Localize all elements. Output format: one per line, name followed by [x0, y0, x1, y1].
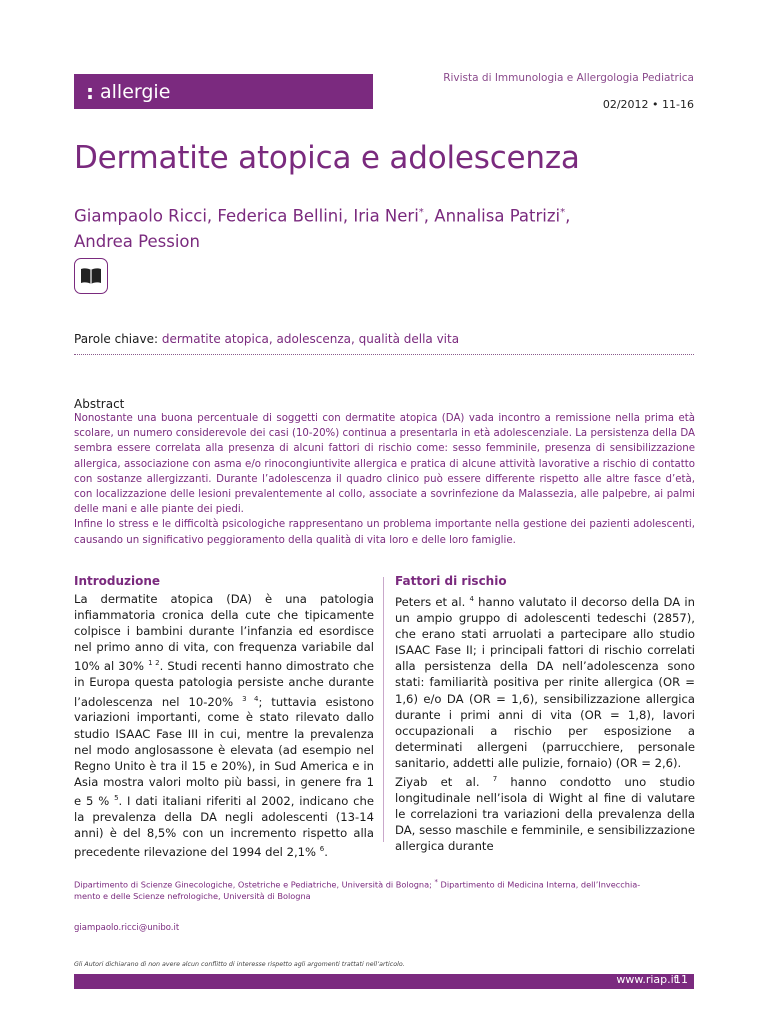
- abstract-body: [74, 411, 695, 548]
- section-label-bar: [74, 74, 373, 109]
- dotted-divider: [74, 354, 694, 355]
- journal-name: Rivista di Immunologia e Allergologia Pediatrica: [443, 72, 694, 84]
- corresponding-email[interactable]: giampaolo.ricci@unibo.it: [74, 923, 180, 933]
- abstract-paragraph: Infine lo stress e le difficoltà psicologiche rappresentano un problema importante nella gestione dei pazienti adolescenti, causando un significativo peggioramento della qualità di vita loro e delle loro famiglie.: [74, 519, 695, 546]
- article-title: Dermatite atopica e adolescenza: [74, 140, 580, 176]
- affiliations: Dipartimento di Scienze Ginecologiche, Ostetriche e Pediatriche, Università di Bologna; * Dipartimento di Medicina Interna, dell’Invecchia- mento e delle Scienze nefrologiche, Università di Bologna: [74, 878, 641, 901]
- citation-ref: 6: [319, 845, 325, 854]
- affiliation-mark: *: [434, 878, 438, 886]
- citation-ref: 4: [469, 595, 474, 604]
- issue-info: 02/2012 • 11-16: [602, 98, 694, 111]
- page-number: 11: [674, 973, 688, 986]
- keywords-value: dermatite atopica, adolescenza, qualità della vita: [161, 332, 460, 346]
- conflict-disclaimer: Gli Autori dichiarano di non avere alcun conflitto di interesse rispetto agli argomenti trattati nell’articolo.: [74, 961, 405, 968]
- keywords: [74, 332, 459, 346]
- column-fattori-di-rischio: [395, 573, 695, 854]
- section-label: allergie: [100, 80, 171, 103]
- keywords-label: Parole chiave:: [74, 332, 162, 346]
- body-paragraph: Peters et al. $^4$ hanno valutato il decorso della DA in un ampio gruppo di adolescenti tedeschi (2857), che erano stati arruolati a partecipare allo studio ISAAC Fase II; i principali fattori di rischio correlati alla persistenza della DA nell’adolescenza sono stati: familiarità positiva per rinite allergica (OR = 1,6) e/o DA (OR = 1,6), sensibilizzazione allergica durante i primi anni di vita (OR = 1,8), lavori occupazionali a rischio per esposizione a determinati allergeni (parrucchiere, personale sanitario, addetti alle pulizie, fornaio) (OR = 2,6).: [395, 594, 695, 770]
- authors-line-2: Andrea Pession: [74, 231, 200, 251]
- column-divider: [383, 577, 384, 842]
- authors-part-3: ,: [565, 206, 571, 226]
- abstract-paragraph: Nonostante una buona percentuale di soggetti con dermatite atopica (DA) vada incontro a remissione nella prima età scolare, un numero considerevole dei casi (10-20%) continua a presentarla in età adolescenziale. La persistenza della DA sembra essere correlata alla presenza di alcuni fattori di rischio come: sesso femminile, presenza di sensibilizzazione allergica, associazione con asma e/o rinocongiuntivite allergica e pratica di alcune attività lavorative a rischio di contatto con sostanze allergizzanti. Durante l’adolescenza il quadro clinico può essere differente rispetto alle altre fasce d’età, con localizzazione delle lesioni prevalentemente al collo, associate a sovrinfezione da Malassezia, alle palpebre, ai palmi delle mani e alle piante dei piedi.: [74, 413, 695, 516]
- column-introduzione: [74, 573, 374, 860]
- citation-ref: 7: [492, 774, 498, 783]
- authors-part-2: , Annalisa Patrizi: [423, 206, 561, 226]
- citation-ref: 3 4: [242, 694, 259, 703]
- footer-bar: [74, 974, 694, 989]
- section-heading-introduzione: Introduzione: [74, 574, 161, 588]
- section-heading-fattori-di-rischio: Fattori di rischio: [395, 574, 507, 588]
- citation-ref: 1 2: [148, 659, 160, 668]
- abstract-label: Abstract: [74, 397, 125, 411]
- footer-url[interactable]: www.riap.it: [616, 973, 678, 986]
- open-book-icon: [74, 258, 108, 294]
- body-paragraph: La dermatite atopica (DA) è una patologia infiammatoria cronica della cute che tipicamente colpisce i bambini durante l’infanzia ed esordisce nel primo anno di vita, con frequenza variabile dal 10% al 30% $^{1 2}$. Studi recenti hanno dimostrato che in Europa questa patologia persiste anche durante l’adolescenza nel 10-20% $^{3 4}$; tuttavia esistono variazioni importanti, come è stato rilevato dallo studio ISAAC Fase III in cui, mentre la prevalenza nel modo anglosassone è elevata (ad esempio nel Regno Unito è tra il 15 e 20%), in Sud America e in Asia mostra valori molto più bassi, in genere fra 1 e 5 % $^5$. I dati italiani riferiti al 2002, indicano che la prevalenza della DA negli adolescenti (13-14 anni) è del 8,5% con un incremento rispetto alla precedente rilevazione del 1994 del 2,1% $^6$.: [74, 592, 374, 859]
- section-colon: :: [86, 79, 94, 104]
- author-mark: *: [560, 207, 566, 218]
- citation-ref: 5: [114, 793, 119, 802]
- authors-part-1: Giampaolo Ricci, Federica Bellini, Iria Neri: [74, 206, 419, 226]
- body-paragraph: Ziyab et al. $^7$ hanno condotto uno studio longitudinale nell’isola di Wight al fine di valutare le correlazioni tra variazioni della prevalenza della DA, sesso maschile e femminile, e sensibilizzazione allergica durante: [395, 774, 695, 854]
- author-list: [74, 200, 694, 254]
- author-mark: *: [418, 207, 424, 218]
